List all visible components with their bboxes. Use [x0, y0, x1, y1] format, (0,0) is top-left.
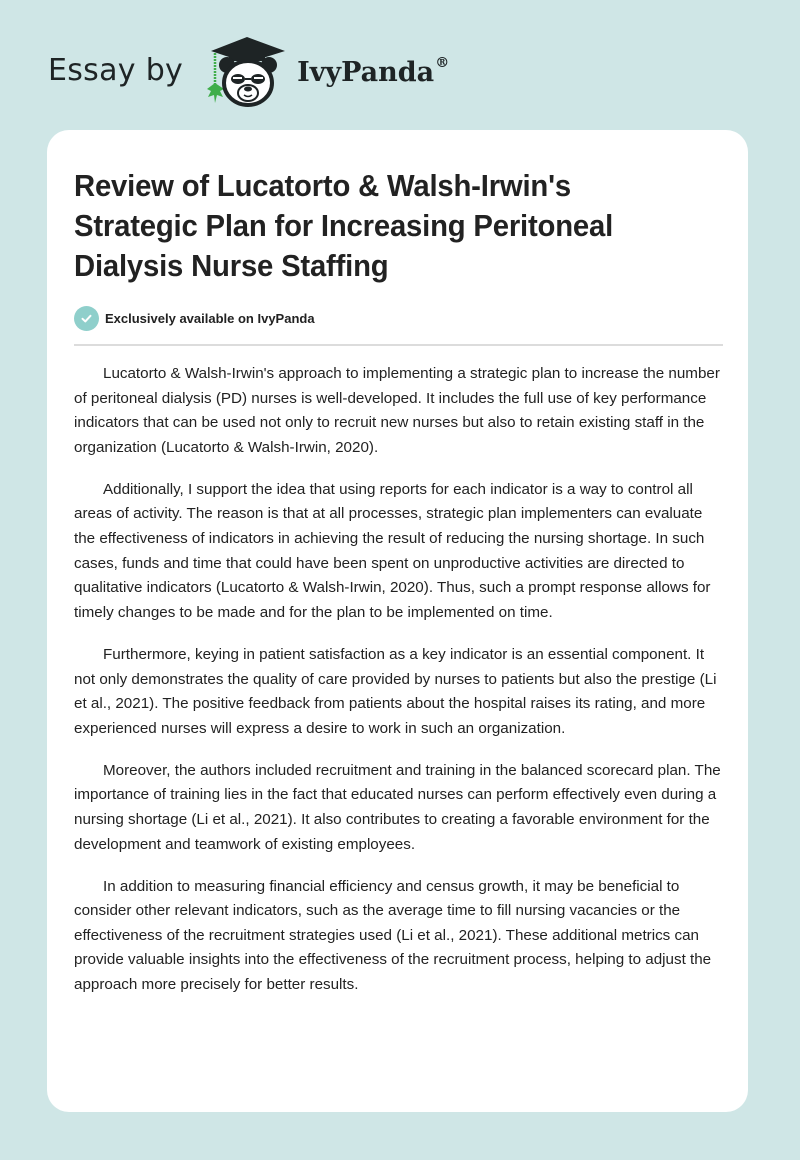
- paragraph: Moreover, the authors included recruitment and training in the balanced scorecard plan. The importance of training lies in the fact that educated nurses can perform effectively even during a nursing shortage (Li et al., 2021). It also contributes to creating a favorable environment for the development and teamwork of existing employees.: [74, 761, 721, 853]
- paragraph: Additionally, I support the idea that using reports for each indicator is a way to control all areas of activity. The reason is that at all processes, strategic plan implementers can evaluate the effectiveness of indicators in achieving the result of reducing the nursing shortage. In such cases, funds and time that could have been spent on unproductive activities are directed to qualitative indicators (Lucatorto & Walsh-Irwin, 2020). Thus, such a prompt response allows for timely changes to be made and for the plan to be implemented on time.: [74, 480, 711, 621]
- paragraph: Lucatorto & Walsh-Irwin's approach to implementing a strategic plan to increase the number of peritoneal dialysis (PD) nurses is well-developed. It includes the full use of key performance indicators that can be used not only to recruit new nurses but also to retain existing staff in the organization (Lucatorto & Walsh-Irwin, 2020).: [74, 365, 720, 456]
- site-header-brand[interactable]: [48, 34, 449, 110]
- exclusive-badge: [74, 306, 315, 331]
- divider: [74, 344, 723, 346]
- essay-by-label: Essay by: [48, 52, 184, 88]
- essay-card: [47, 130, 748, 1112]
- essay-title: Review of Lucatorto & Walsh-Irwin's Strategic Plan for Increasing Peritoneal Dialysis Nurse Staffing: [74, 169, 614, 283]
- essay-body: [74, 362, 724, 1015]
- paragraph: Furthermore, keying in patient satisfaction as a key indicator is an essential component. It not only demonstrates the quality of care provided by nurses to patients but also the prestige (Li et al., 2021). The positive feedback from patients about the hospital raises its rating, and more experienced nurses will express a desire to work in such an organization.: [74, 645, 717, 737]
- paragraph: In addition to measuring financial efficiency and census growth, it may be beneficial to consider other relevant indicators, such as the average time to fill nursing vacancies or the effectiveness of the recruitment strategies used (Li et al., 2021). These additional metrics can provide valuable insights into the effectiveness of the recruitment process, helping to adjust the approach more precisely for better results.: [74, 877, 712, 994]
- panda-logo-icon: [203, 33, 291, 111]
- brand-name: IvyPanda®: [297, 54, 450, 88]
- check-circle-icon: [74, 306, 99, 331]
- exclusive-label: Exclusively available on IvyPanda: [105, 311, 315, 326]
